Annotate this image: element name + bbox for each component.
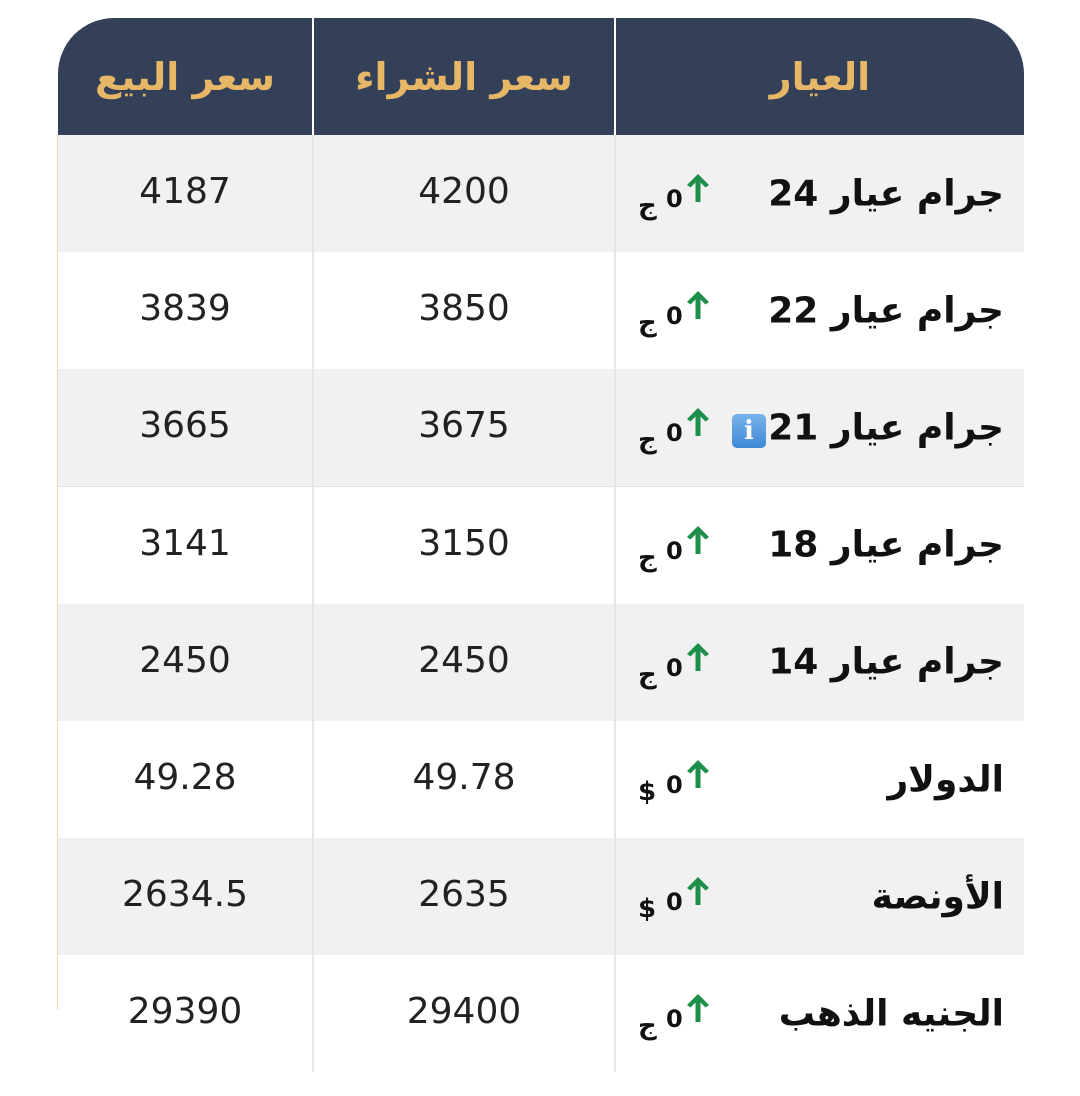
- change-value: 0: [666, 888, 683, 917]
- table-row: [58, 252, 1024, 370]
- arrow-up-icon: [686, 876, 710, 906]
- currency-unit: ج: [638, 191, 657, 221]
- buy-price-cell: 3150: [314, 487, 616, 604]
- table-row: [58, 838, 1024, 956]
- currency-unit: ج: [638, 308, 657, 339]
- header-karat: العيار: [769, 54, 871, 99]
- currency-unit: ج: [638, 1011, 657, 1042]
- sell-price-cell: 2450: [58, 604, 314, 721]
- gold-price-table: [58, 18, 1024, 1072]
- buy-price-cell: 3850: [314, 252, 616, 369]
- change-value: 0: [666, 771, 683, 799]
- arrow-up-icon: [686, 642, 710, 672]
- info-icon[interactable]: i: [732, 414, 766, 448]
- currency-unit: ج: [638, 659, 657, 690]
- karat-cell: [616, 487, 1024, 604]
- karat-label: جرام عيار 21: [768, 407, 1004, 449]
- arrow-up-icon: [686, 173, 710, 203]
- currency-unit: $: [638, 894, 657, 925]
- buy-price-cell: 2635: [314, 838, 616, 955]
- karat-cell: [616, 135, 1024, 252]
- buy-price-cell: 4200: [314, 135, 616, 252]
- price-change: [638, 290, 718, 350]
- buy-price-cell: 29400: [314, 955, 616, 1072]
- karat-cell: [616, 838, 1024, 955]
- table-row: [58, 604, 1024, 722]
- karat-cell: [616, 369, 1024, 486]
- arrow-up-icon: [686, 407, 710, 437]
- price-change: [638, 407, 718, 467]
- table-row: [58, 487, 1024, 605]
- karat-label: جرام عيار 18: [768, 524, 1004, 566]
- change-value: 0: [666, 653, 683, 682]
- currency-unit: ج: [638, 425, 657, 456]
- price-change: [638, 993, 718, 1053]
- karat-label: الدولار: [887, 759, 1004, 800]
- sell-price-cell: 49.28: [58, 721, 314, 838]
- price-change: [638, 642, 718, 702]
- table-row: [58, 369, 1024, 487]
- table-row: [58, 135, 1024, 253]
- sell-price-cell: 3665: [58, 369, 314, 486]
- price-change: [638, 525, 718, 585]
- karat-cell: [616, 721, 1024, 838]
- price-change: [638, 876, 718, 936]
- buy-price-cell: 3675: [314, 369, 616, 486]
- karat-label: جرام عيار 24: [768, 173, 1004, 214]
- arrow-up-icon: [686, 759, 710, 789]
- arrow-up-icon: [686, 993, 710, 1023]
- currency-unit: ج: [638, 542, 657, 573]
- table-row: [58, 955, 1024, 1072]
- change-value: 0: [666, 419, 683, 448]
- sell-price-cell: 3839: [58, 252, 314, 369]
- change-value: 0: [666, 185, 683, 213]
- header-sell-price: سعر البيع: [58, 18, 314, 135]
- header-buy-price: سعر الشراء: [314, 18, 616, 135]
- price-change: [638, 173, 718, 233]
- karat-label: الأونصة: [871, 876, 1004, 918]
- karat-label: الجنيه الذهب: [778, 993, 1004, 1035]
- karat-label: جرام عيار 14: [768, 641, 1004, 683]
- buy-price-cell: 2450: [314, 604, 616, 721]
- change-value: 0: [666, 1005, 683, 1034]
- table-header: [58, 18, 1024, 135]
- sell-price-cell: 3141: [58, 487, 314, 604]
- currency-unit: $: [638, 777, 657, 807]
- change-value: 0: [666, 302, 683, 331]
- sell-price-cell: 2634.5: [58, 838, 314, 955]
- sell-price-cell: 29390: [58, 955, 314, 1072]
- table-row: [58, 721, 1024, 839]
- arrow-up-icon: [686, 290, 710, 320]
- karat-cell: [616, 604, 1024, 721]
- sell-price-cell: 4187: [58, 135, 314, 252]
- change-value: 0: [666, 536, 683, 565]
- karat-label: جرام عيار 22: [768, 290, 1004, 332]
- price-change: [638, 759, 718, 819]
- karat-cell: [616, 955, 1024, 1072]
- arrow-up-icon: [686, 525, 710, 555]
- buy-price-cell: 49.78: [314, 721, 616, 838]
- karat-cell: [616, 252, 1024, 369]
